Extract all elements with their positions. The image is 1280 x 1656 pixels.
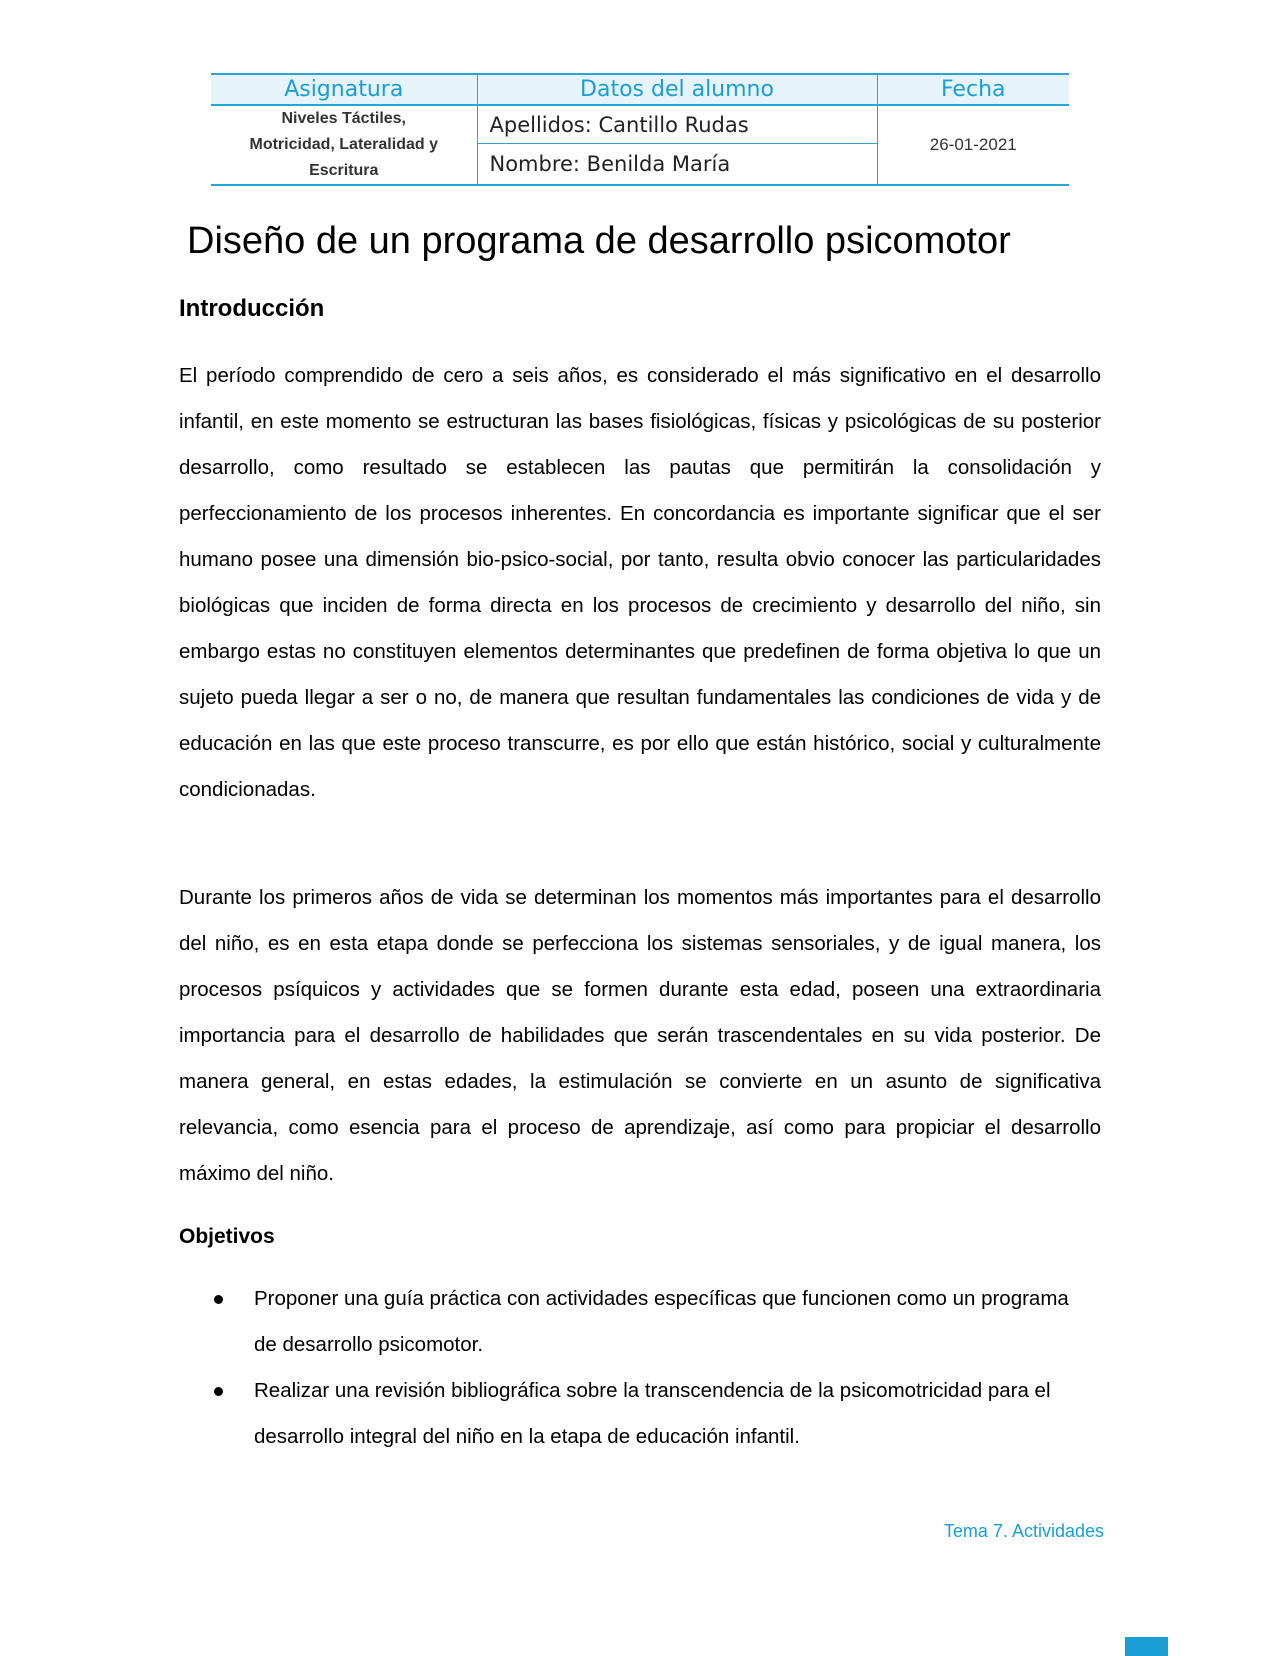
subject-line: Motricidad, Lateralidad y [249, 136, 438, 153]
list-item [214, 1368, 1074, 1460]
subject-cell [211, 105, 477, 185]
header-table [211, 73, 1069, 186]
list-item [214, 1276, 1074, 1368]
footer-label: Tema 7. Actividades [943, 1521, 1104, 1541]
bullet-icon [214, 1295, 223, 1304]
date-value: 26-01-2021 [877, 105, 1069, 185]
page-marker [1125, 1637, 1168, 1656]
student-name: Nombre: Benilda María [477, 144, 877, 185]
objectives-heading: Objetivos [179, 1225, 275, 1248]
introduction-paragraph-1: El período comprendido de cero a seis años, es considerado el más significativo en el desarrollo infantil, en este momento se estructuran las bases fisiológicas, físicas y psicológicas de su posterior desarrollo, como resultado se establecen las pautas que permitirán la consolidación y perfeccionamiento de los procesos inherentes. En concordancia es importante significar que el ser humano posee una dimensión bio-psico-social, por tanto, resulta obvio conocer las particularidades biológicas que inciden de forma directa en los procesos de crecimiento y desarrollo del niño, sin embargo estas no constituyen elementos determinantes que predefinen de forma objetiva lo que un sujeto pueda llegar a ser o no, de manera que resultan fundamentales las condiciones de vida y de educación en las que este proceso transcurre, es por ello que están histórico, social y culturalmente condicionadas. [179, 364, 1101, 801]
header-row [211, 74, 1069, 105]
introduction-heading: Introducción [179, 295, 325, 322]
subject-line: Escritura [309, 162, 379, 179]
objective-text: Proponer una guía práctica con actividades específicas que funcionen como un programa de desarrollo psicomotor. [254, 1287, 1069, 1356]
column-header-student: Datos del alumno [477, 74, 877, 105]
bullet-icon [214, 1387, 223, 1396]
subject-line: Niveles Táctiles, [281, 110, 406, 127]
introduction-paragraph-2: Durante los primeros años de vida se determinan los momentos más importantes para el desarrollo del niño, es en esta etapa donde se perfecciona los sistemas sensoriales, y de igual manera, los procesos psíquicos y actividades que se formen durante esta edad, poseen una extraordinaria importancia para el desarrollo de habilidades que serán trascendentales en su vida posterior. De manera general, en estas edades, la estimulación se convierte en un asunto de significativa relevancia, como esencia para el proceso de aprendizaje, así como para propiciar el desarrollo máximo del niño. [179, 886, 1101, 1185]
student-surname: Apellidos: Cantillo Rudas [477, 105, 877, 144]
column-header-subject: Asignatura [211, 74, 477, 105]
table-row [211, 105, 1069, 144]
objective-text: Realizar una revisión bibliográfica sobre la transcendencia de la psicomotricidad para el desarrollo integral del niño en la etapa de educación infantil. [254, 1379, 1051, 1448]
objectives-list [214, 1276, 1074, 1460]
document-title: Diseño de un programa de desarrollo psicomotor [187, 220, 1011, 262]
column-header-date: Fecha [877, 74, 1069, 105]
